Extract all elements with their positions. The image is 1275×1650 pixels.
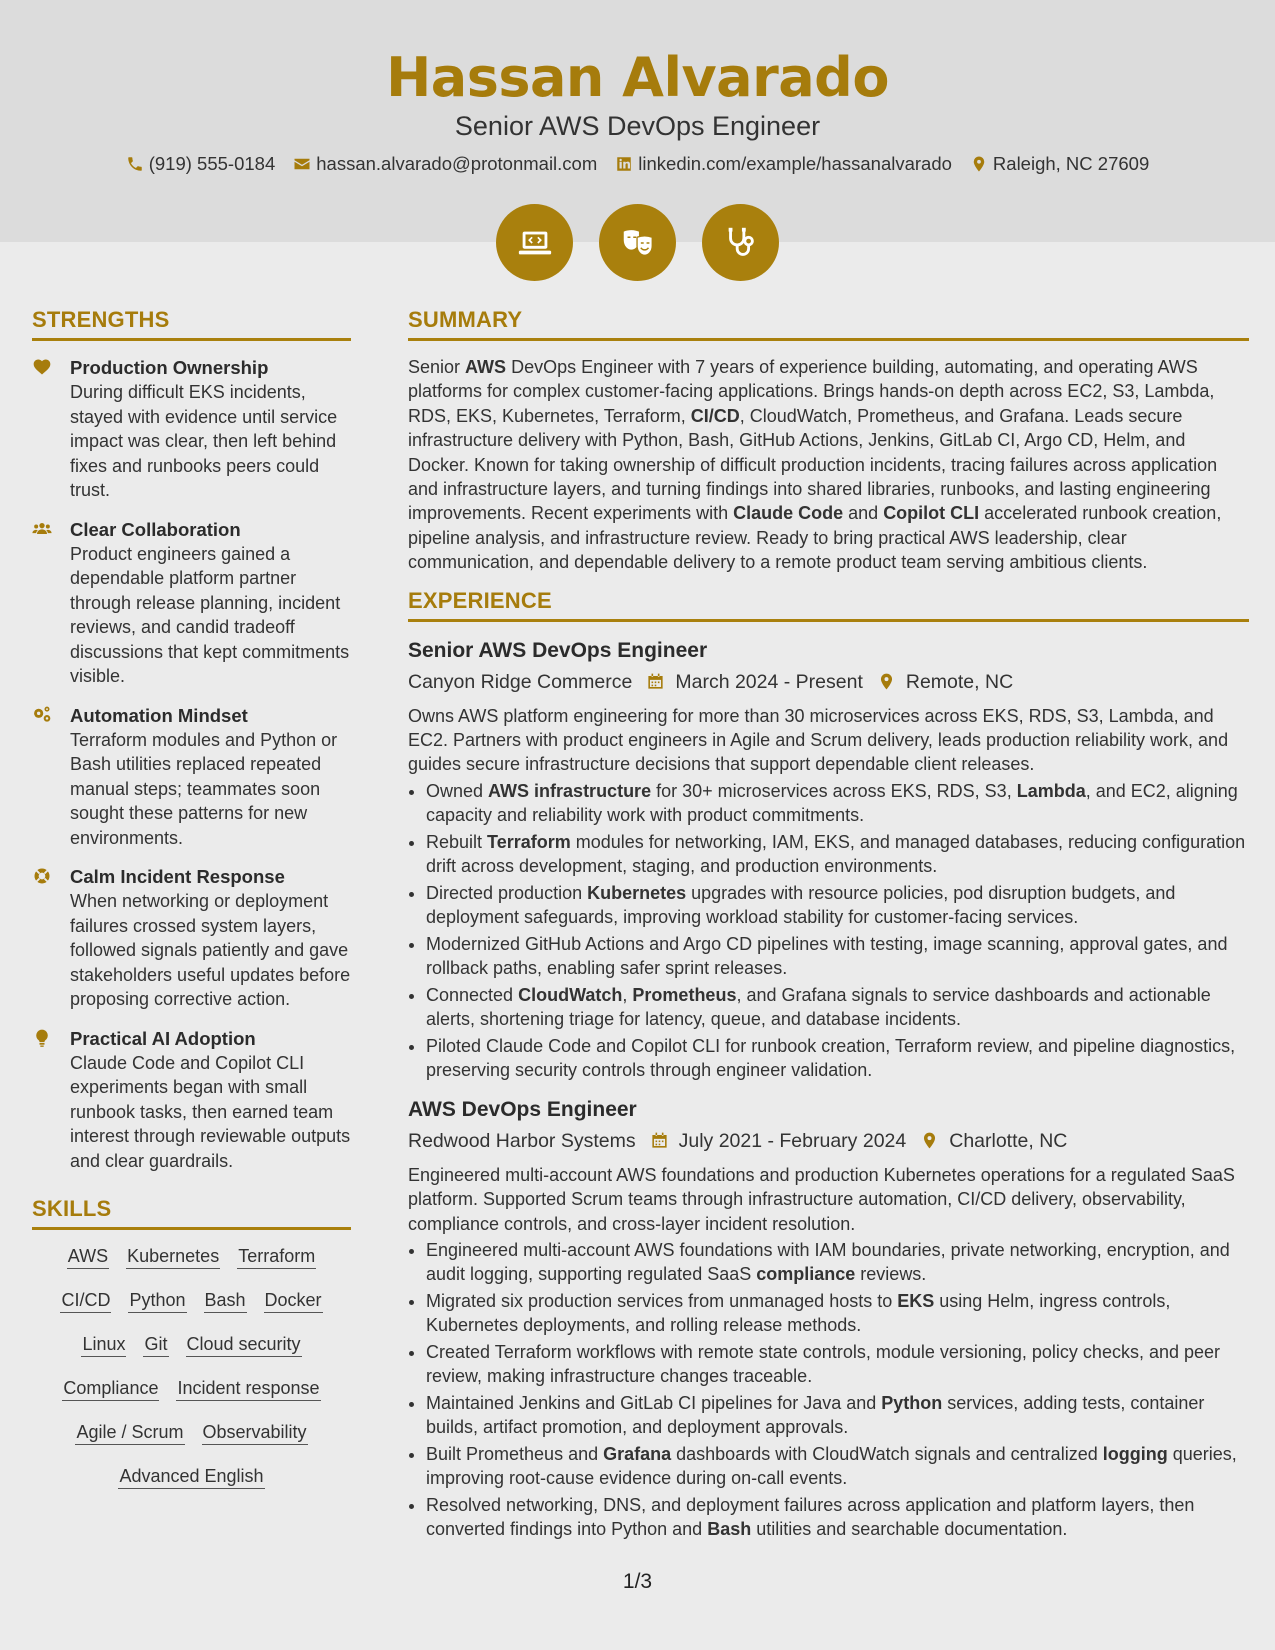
theater-masks-badge	[599, 204, 676, 281]
skill-row	[32, 1464, 351, 1489]
linkedin-icon	[615, 155, 633, 173]
job-entry	[408, 636, 1249, 1083]
calendar-icon	[650, 1131, 669, 1150]
strength-item	[32, 703, 351, 851]
skills-list	[32, 1244, 351, 1489]
calendar-icon	[646, 672, 665, 691]
strength-title: Clear Collaboration	[70, 518, 241, 540]
job-title: AWS DevOps Engineer	[408, 1097, 637, 1121]
strength-text: Claude Code and Copilot CLI experiments began with small runbook tasks, then earned team interest through reviewable outputs and clear guardrails.	[70, 1052, 351, 1171]
experience-heading: EXPERIENCE	[408, 587, 1249, 622]
location-icon	[970, 155, 988, 173]
job-company: Redwood Harbor Systems	[408, 1129, 636, 1152]
theater-masks-icon	[619, 224, 657, 262]
skill-row	[32, 1332, 351, 1357]
skill-row	[32, 1288, 351, 1313]
job-company: Canyon Ridge Commerce	[408, 670, 633, 693]
job-bullets	[408, 779, 1249, 1083]
skill-row	[32, 1376, 351, 1401]
left-column	[32, 306, 351, 1508]
strength-text: Terraform modules and Python or Bash utilities replaced repeated manual steps; teammates soon sought these patterns for new environments.	[70, 729, 338, 848]
contact-linkedin[interactable]	[615, 150, 952, 178]
strength-text: Product engineers gained a dependable platform partner through release planning, incident reviews, and candid tradeoff discussions that kept commitments visible.	[70, 543, 350, 686]
candidate-role: Senior AWS DevOps Engineer	[454, 111, 821, 141]
right-column	[408, 306, 1249, 1554]
job-description: Engineered multi-account AWS foundations and production Kubernetes operations for a regulated SaaS platform. Supported Scrum teams through infrastructure automation, CI/CD delivery, observability, compliance controls, and cross-layer incident resolution.	[408, 1164, 1235, 1234]
job-meta	[408, 666, 1249, 698]
laptop-code-badge	[496, 204, 573, 281]
users-icon	[32, 519, 52, 539]
job-title: Senior AWS DevOps Engineer	[408, 638, 708, 662]
page-number: 1/3	[622, 1570, 653, 1593]
contact-email-text: hassan.alvarado@protonmail.com	[316, 153, 598, 174]
skill-tag: Terraform	[237, 1244, 316, 1269]
job-dates: March 2024 - Present	[675, 670, 863, 693]
strength-item	[32, 1026, 351, 1174]
phone-icon	[126, 155, 144, 173]
heart-icon	[32, 357, 52, 377]
job-bullet: • Connected CloudWatch, Prometheus, and Grafana signals to service dashboards and actionable alerts, shortening triage for latency, queue, and database incidents.	[426, 983, 1249, 1032]
location-icon	[920, 1131, 939, 1150]
job-bullet: • Piloted Claude Code and Copilot CLI for runbook creation, Terraform review, and pipeline diagnostics, preserving security controls through engineer validation.	[426, 1034, 1249, 1083]
location-icon	[877, 672, 896, 691]
skill-row	[32, 1420, 351, 1445]
skill-tag: Python	[128, 1288, 186, 1313]
skill-tag: Observability	[202, 1420, 308, 1445]
job-bullet: • Directed production Kubernetes upgrades with resource policies, pod disruption budgets, and deployment safeguards, improving workload stability for customer-facing services.	[426, 881, 1249, 930]
strength-item	[32, 355, 351, 503]
skill-row	[32, 1244, 351, 1269]
job-bullet: • Owned AWS infrastructure for 30+ microservices across EKS, RDS, S3, Lambda, and EC2, aligning capacity and reliability work with product commitments.	[426, 779, 1249, 828]
summary-heading: SUMMARY	[408, 306, 1249, 341]
job-bullet: • Maintained Jenkins and GitLab CI pipelines for Java and Python services, adding tests, container builds, artifact promotion, and deployment approvals.	[426, 1391, 1249, 1440]
skill-tag: Agile / Scrum	[75, 1420, 184, 1445]
strength-title: Calm Incident Response	[70, 866, 285, 887]
laptop-code-icon	[516, 224, 554, 262]
contact-phone-text: (919) 555-0184	[148, 153, 276, 174]
strength-text: During difficult EKS incidents, stayed with evidence until service impact was clear, then left behind fixes and runbooks peers could trust.	[70, 382, 338, 500]
badge-row	[0, 204, 1275, 281]
skill-tag: CI/CD	[60, 1288, 111, 1313]
job-description: Owns AWS platform engineering for more than 30 microservices across EKS, RDS, S3, Lambda, and EC2. Partners with product engineers in Agile and Scrum delivery, leads production reliability work, and guides secure infrastructure decisions that support dependable client releases.	[408, 705, 1229, 775]
skill-tag: Git	[143, 1332, 168, 1357]
gears-icon	[32, 705, 52, 725]
contact-bar	[0, 150, 1275, 178]
strength-title: Practical AI Adoption	[70, 1027, 256, 1049]
job-bullet: • Built Prometheus and Grafana dashboards with CloudWatch signals and centralized logging queries, improving root-cause evidence during on-call events.	[426, 1442, 1249, 1491]
strength-title: Automation Mindset	[70, 704, 248, 726]
contact-location	[970, 150, 1149, 178]
experience-list	[408, 636, 1249, 1542]
stethoscope-icon	[722, 224, 760, 262]
job-bullet: • Modernized GitHub Actions and Argo CD pipelines with testing, image scanning, approval gates, and rollback paths, enabling safer sprint releases.	[426, 932, 1249, 981]
strength-item	[32, 864, 351, 1012]
job-meta	[408, 1125, 1249, 1157]
job-dates: July 2021 - February 2024	[678, 1129, 907, 1152]
job-location: Charlotte, NC	[949, 1129, 1068, 1152]
mail-icon	[293, 155, 311, 173]
skill-tag: Kubernetes	[126, 1244, 220, 1269]
skill-tag: Advanced English	[118, 1464, 264, 1489]
job-entry	[408, 1095, 1249, 1542]
stethoscope-badge	[702, 204, 779, 281]
contact-location-text: Raleigh, NC 27609	[992, 153, 1150, 174]
skill-tag: Compliance	[62, 1376, 159, 1401]
job-bullet: • Created Terraform workflows with remote state controls, module versioning, policy checks, and peer review, making infrastructure changes traceable.	[426, 1340, 1249, 1389]
skill-tag: Docker	[264, 1288, 323, 1313]
contact-phone[interactable]	[126, 150, 276, 178]
strength-title: Production Ownership	[70, 357, 269, 378]
lightbulb-icon	[32, 1028, 52, 1048]
job-bullet: • Rebuilt Terraform modules for networking, IAM, EKS, and managed databases, reducing configuration drift across development, staging, and production environments.	[426, 830, 1249, 879]
skills-heading: SKILLS	[32, 1195, 351, 1230]
skill-tag: AWS	[67, 1244, 109, 1269]
job-bullet: • Engineered multi-account AWS foundations with IAM boundaries, private networking, encryption, and audit logging, supporting regulated SaaS compliance reviews.	[426, 1238, 1249, 1287]
job-bullets	[408, 1238, 1249, 1542]
job-location: Remote, NC	[905, 670, 1014, 693]
skill-tag: Incident response	[176, 1376, 320, 1401]
skill-tag: Cloud security	[186, 1332, 302, 1357]
summary-text: Senior AWS DevOps Engineer with 7 years of experience building, automating, and operating AWS platforms for complex customer-facing applications. Brings hands-on depth across EC2, S3, Lambda, RDS, EKS, Kubernetes, Terraform, CI/CD, CloudWatch, Prometheus, and Grafana. Leads secure infrastructure delivery with Python, Bash, GitHub Actions, Jenkins, GitLab CI, Argo CD, Helm, and Docker. Known for taking ownership of difficult production incidents, tracing failures across application and infrastructure layers, and turning findings into shared libraries, runbooks, and lasting engineering improvements. Recent experiments with Claude Code and Copilot CLI accelerated runbook creation, pipeline analysis, and infrastructure review. Ready to bring practical AWS leadership, clear communication, and dependable delivery to a remote product team serving ambitious clients.	[408, 357, 1222, 573]
contact-email[interactable]	[293, 150, 597, 178]
life-ring-icon	[32, 866, 52, 886]
skill-tag: Linux	[81, 1332, 126, 1357]
job-bullet: • Resolved networking, DNS, and deployment failures across application and platform layers, then converted findings into Python and Bash utilities and searchable documentation.	[426, 1493, 1249, 1542]
job-bullet: • Migrated six production services from unmanaged hosts to EKS using Helm, ingress controls, Kubernetes deployments, and rolling release methods.	[426, 1289, 1249, 1338]
skill-tag: Bash	[204, 1288, 247, 1313]
contact-linkedin-text: linkedin.com/example/hassanalvarado	[638, 153, 952, 174]
strengths-heading: STRENGTHS	[32, 306, 351, 341]
strength-text: When networking or deployment failures crossed system layers, followed signals patiently and gave stakeholders useful updates before proposing corrective action.	[70, 891, 351, 1009]
strength-item	[32, 517, 351, 689]
candidate-name: Hassan Alvarado	[386, 46, 889, 109]
